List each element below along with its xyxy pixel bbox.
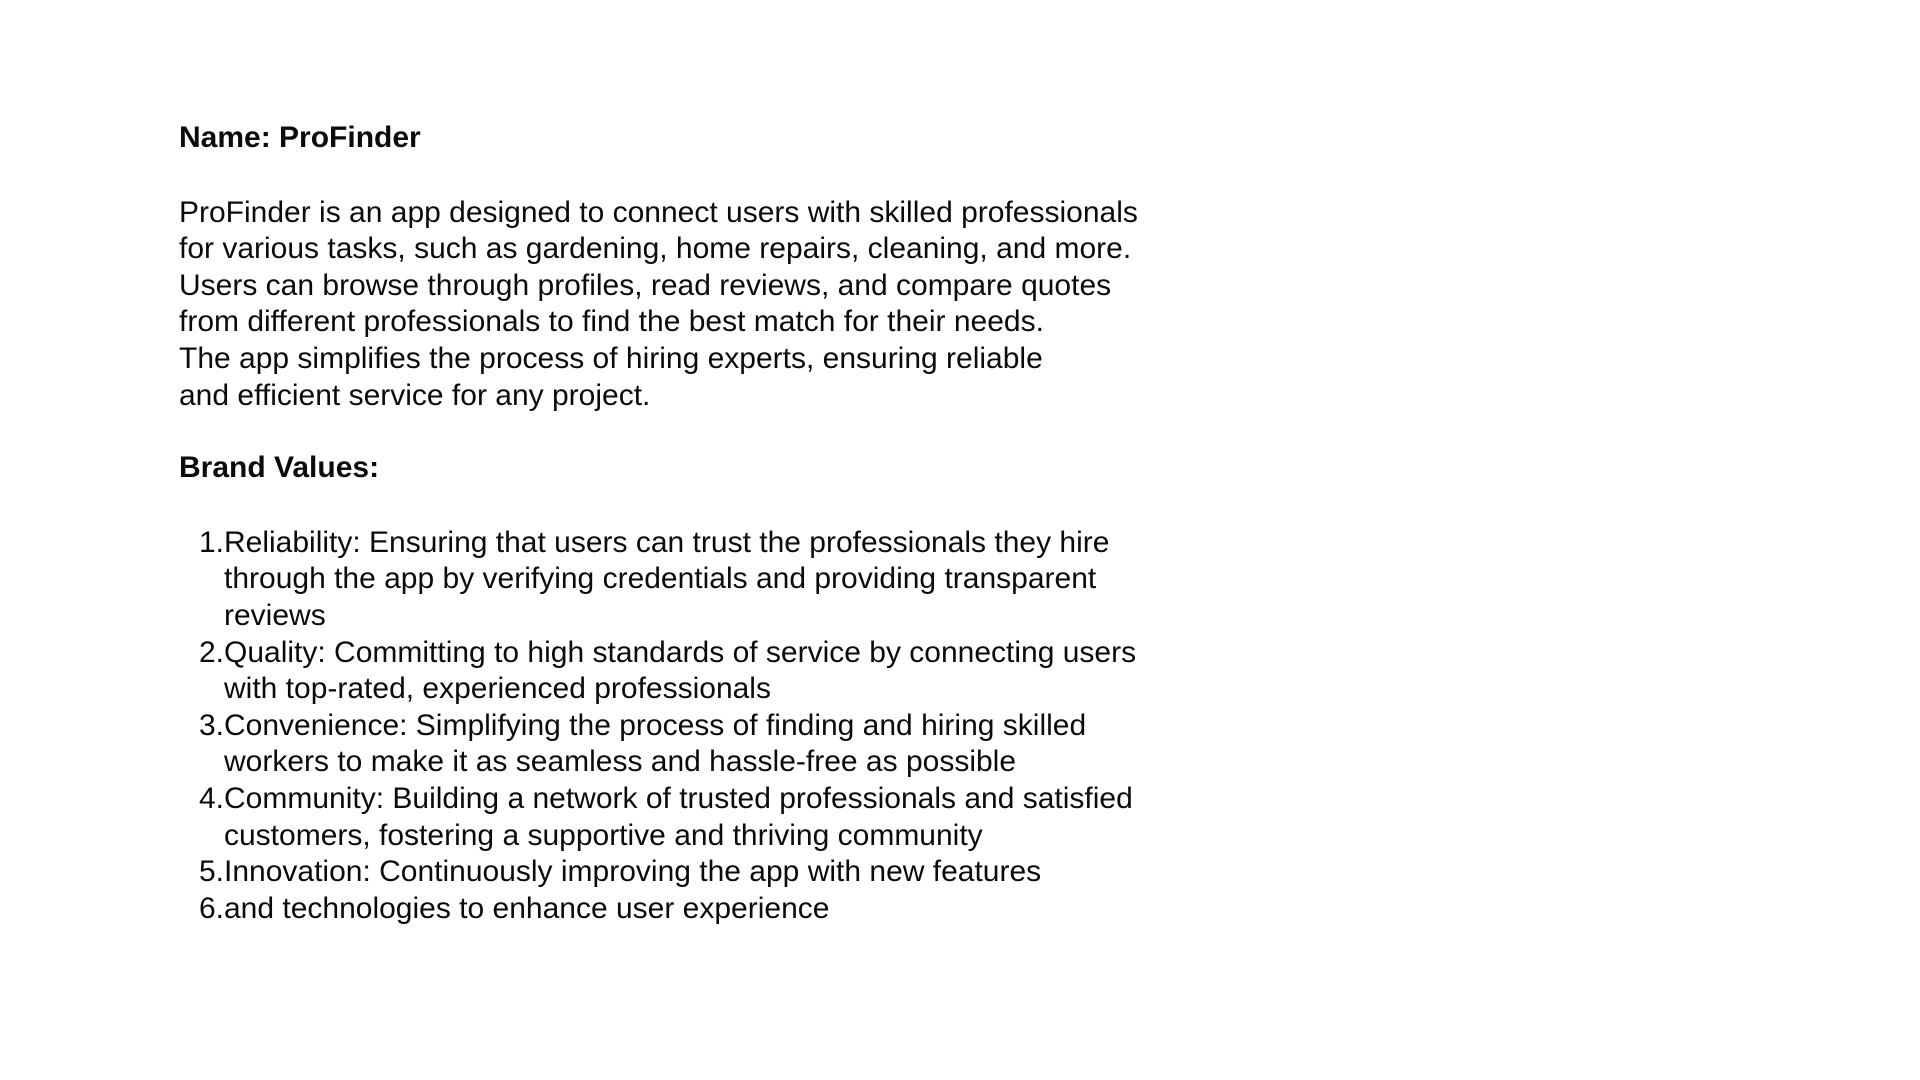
list-item-line: workers to make it as seamless and hassle-free as possible <box>224 745 1017 779</box>
description-line: The app simplifies the process of hiring experts, ensuring reliable <box>179 341 1043 375</box>
list-item-community <box>179 781 1239 854</box>
list-item-number: 5. <box>198 855 224 889</box>
list-item-number: 4. <box>198 781 224 815</box>
list-item-number: 3. <box>198 708 224 742</box>
list-item-text <box>224 781 1133 854</box>
brand-values-heading: Brand Values: <box>179 451 380 485</box>
list-item-text <box>224 708 1086 781</box>
list-item-text <box>224 891 829 928</box>
list-item-line: Community: Building a network of trusted professionals and satisfied <box>224 781 1133 815</box>
list-item-line: Quality: Committing to high standards of service by connecting users <box>224 635 1137 669</box>
description-line: for various tasks, such as gardening, home repairs, cleaning, and more. <box>179 232 1132 266</box>
list-item-line: through the app by verifying credentials and providing transparent <box>224 562 1097 596</box>
description-paragraph <box>179 195 1239 415</box>
document-title: Name: ProFinder <box>179 121 421 154</box>
list-item-number: 6. <box>198 891 224 925</box>
list-item-technologies <box>179 891 1239 928</box>
list-item-line: Reliability: Ensuring that users can trust the professionals they hire <box>224 525 1110 559</box>
description-line: and efficient service for any project. <box>179 378 651 412</box>
list-item-convenience <box>179 708 1239 781</box>
list-item-line: Convenience: Simplifying the process of finding and hiring skilled <box>224 708 1087 742</box>
list-item-number: 1. <box>198 525 224 559</box>
brand-values-list <box>179 525 1239 928</box>
description-line: from different professionals to find the best match for their needs. <box>179 305 1044 339</box>
list-item-line: with top-rated, experienced professionals <box>224 672 771 706</box>
list-item-quality <box>179 635 1239 708</box>
description-line: ProFinder is an app designed to connect users with skilled professionals <box>179 195 1138 229</box>
list-item-text <box>224 854 1041 891</box>
list-item-text <box>224 525 1109 635</box>
list-item-line: customers, fostering a supportive and thriving community <box>224 818 983 852</box>
list-item-reliability <box>179 525 1239 635</box>
document-body <box>179 120 1239 927</box>
list-item-line: reviews <box>224 598 326 632</box>
list-item-text <box>224 635 1136 708</box>
list-item-line: and technologies to enhance user experience <box>224 891 830 925</box>
list-item-innovation <box>179 854 1239 891</box>
list-item-number: 2. <box>198 635 224 669</box>
list-item-line: Innovation: Continuously improving the app with new features <box>224 855 1042 889</box>
description-line: Users can browse through profiles, read reviews, and compare quotes <box>179 268 1112 302</box>
